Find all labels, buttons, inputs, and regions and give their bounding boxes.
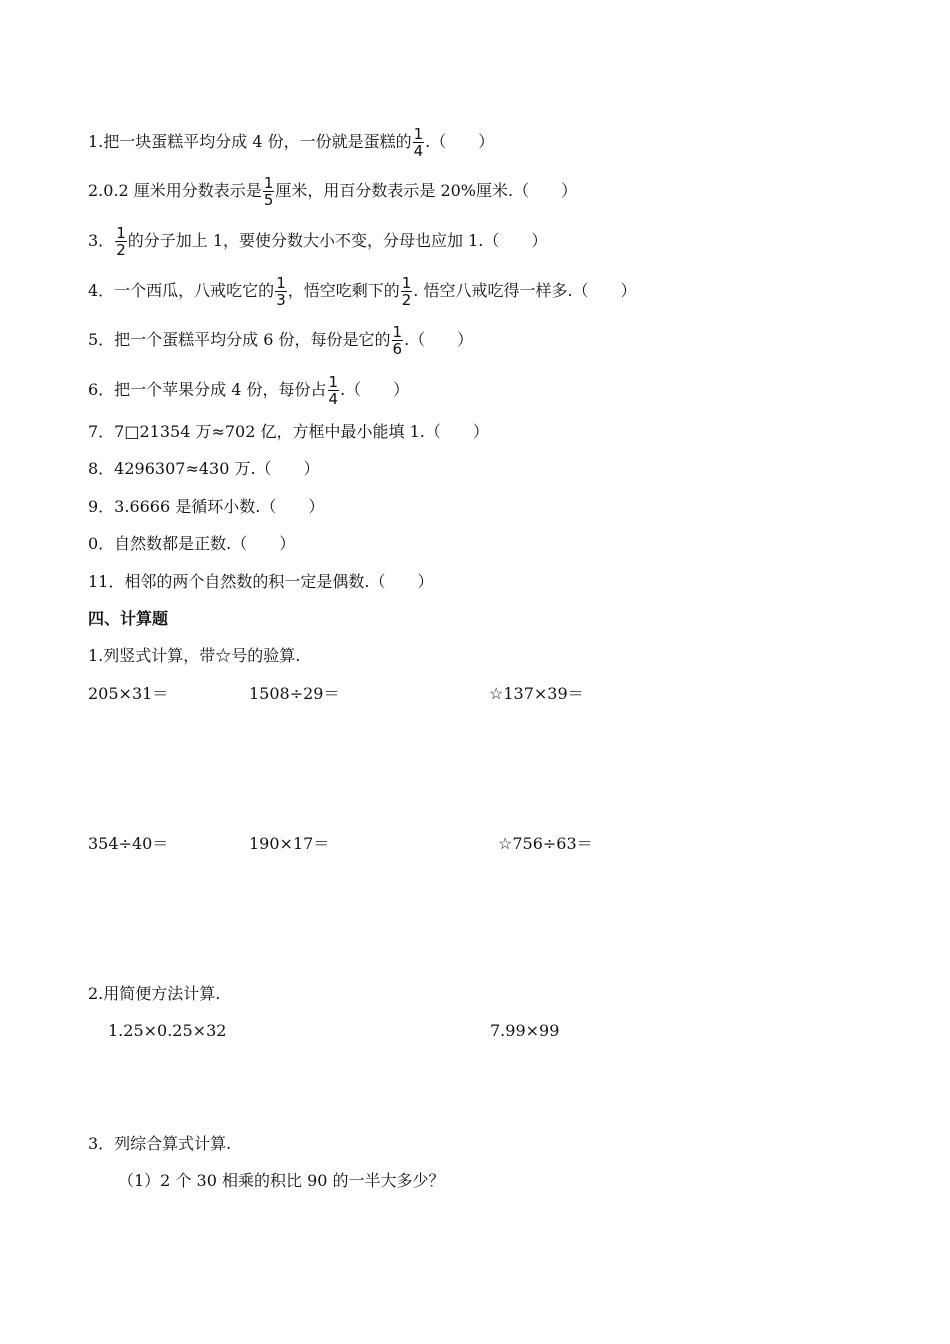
judge-question-1: [88, 126, 494, 159]
q2-text: 2.0.2 厘米用分数表示是: [88, 181, 262, 200]
section-title: 四、计算题: [88, 609, 169, 628]
judge-question-4: [88, 275, 637, 308]
calc-item: 1508÷29＝: [249, 684, 340, 703]
judge-question-6: [88, 374, 409, 407]
q4-numerator-2: 1: [401, 274, 412, 292]
q1-text: 1.把一块蛋糕平均分成 4 份，一份就是蛋糕的: [88, 132, 412, 151]
judge-question-7: 7．7□21354 万≈702 亿，方框中最小能填 1.（ ）: [88, 422, 489, 441]
q6-numerator: 1: [328, 373, 339, 391]
problem-3-label: 3．列综合算式计算.: [88, 1134, 232, 1153]
q4-text-mid: ，悟空吃剩下的: [287, 281, 400, 300]
simplify-item: 1.25×0.25×32: [108, 1021, 227, 1040]
q3-fraction: [115, 225, 127, 258]
q4-text-end: . 悟空八戒吃得一样多.（ ）: [413, 281, 637, 300]
q1-answer-blank: .（ ）: [425, 132, 495, 151]
q3-denominator: 2: [116, 241, 126, 259]
judge-question-11: 11．相邻的两个自然数的积一定是偶数.（ ）: [88, 572, 434, 591]
problem-2-label: 2.用简便方法计算.: [88, 984, 221, 1003]
q4-numerator-1: 1: [276, 274, 286, 292]
q6-text: 6．把一个苹果分成 4 份，每份占: [88, 380, 327, 399]
calc-item: 354÷40＝: [88, 834, 169, 853]
q5-denominator: 6: [392, 340, 403, 358]
q2-denominator: 5: [263, 191, 274, 209]
judge-question-10: 0．自然数都是正数.（ ）: [88, 534, 296, 553]
q2-fraction: [263, 175, 275, 208]
judge-question-3: [88, 225, 547, 258]
problem-1-label: 1.列竖式计算，带☆号的验算.: [88, 646, 301, 665]
problem-3-item-1: （1）2 个 30 相乘的积比 90 的一半大多少？: [118, 1171, 445, 1190]
calc-item: 205×31＝: [88, 684, 169, 703]
q5-text: 5．把一个蛋糕平均分成 6 份，每份是它的: [88, 330, 391, 349]
q4-fraction-1: [275, 275, 287, 308]
q4-denominator-2: 2: [401, 291, 412, 309]
q6-denominator: 4: [328, 390, 339, 408]
calc-item: 190×17＝: [249, 834, 330, 853]
simplify-item: 7.99×99: [490, 1021, 560, 1040]
q6-answer-blank: .（ ）: [340, 380, 410, 399]
q4-denominator-1: 3: [276, 291, 286, 309]
q5-numerator: 1: [392, 323, 403, 341]
judge-question-2: [88, 175, 577, 208]
calc-item: ☆137×39＝: [489, 684, 584, 703]
q5-answer-blank: .（ ）: [404, 330, 474, 349]
q4-text: 4．一个西瓜，八戒吃它的: [88, 281, 275, 300]
q1-numerator: 1: [413, 125, 424, 143]
q6-fraction: [328, 374, 340, 407]
q3-text: 的分子加上 1，要使分数大小不变，分母也应加 1.（ ）: [127, 231, 548, 250]
q1-denominator: 4: [413, 142, 424, 160]
judge-question-5: [88, 324, 473, 357]
q3-numerator: 1: [116, 224, 126, 242]
calc-item: ☆756÷63＝: [498, 834, 593, 853]
q3-number: 3．: [88, 231, 115, 250]
judge-question-8: 8．4296307≈430 万.（ ）: [88, 459, 320, 478]
judge-question-9: 9．3.6666 是循环小数.（ ）: [88, 497, 325, 516]
q4-fraction-2: [401, 275, 413, 308]
q2-answer-blank: 厘米，用百分数表示是 20%厘米.（ ）: [275, 181, 578, 200]
q2-numerator: 1: [263, 174, 274, 192]
q5-fraction: [392, 324, 404, 357]
q1-fraction: [413, 126, 425, 159]
